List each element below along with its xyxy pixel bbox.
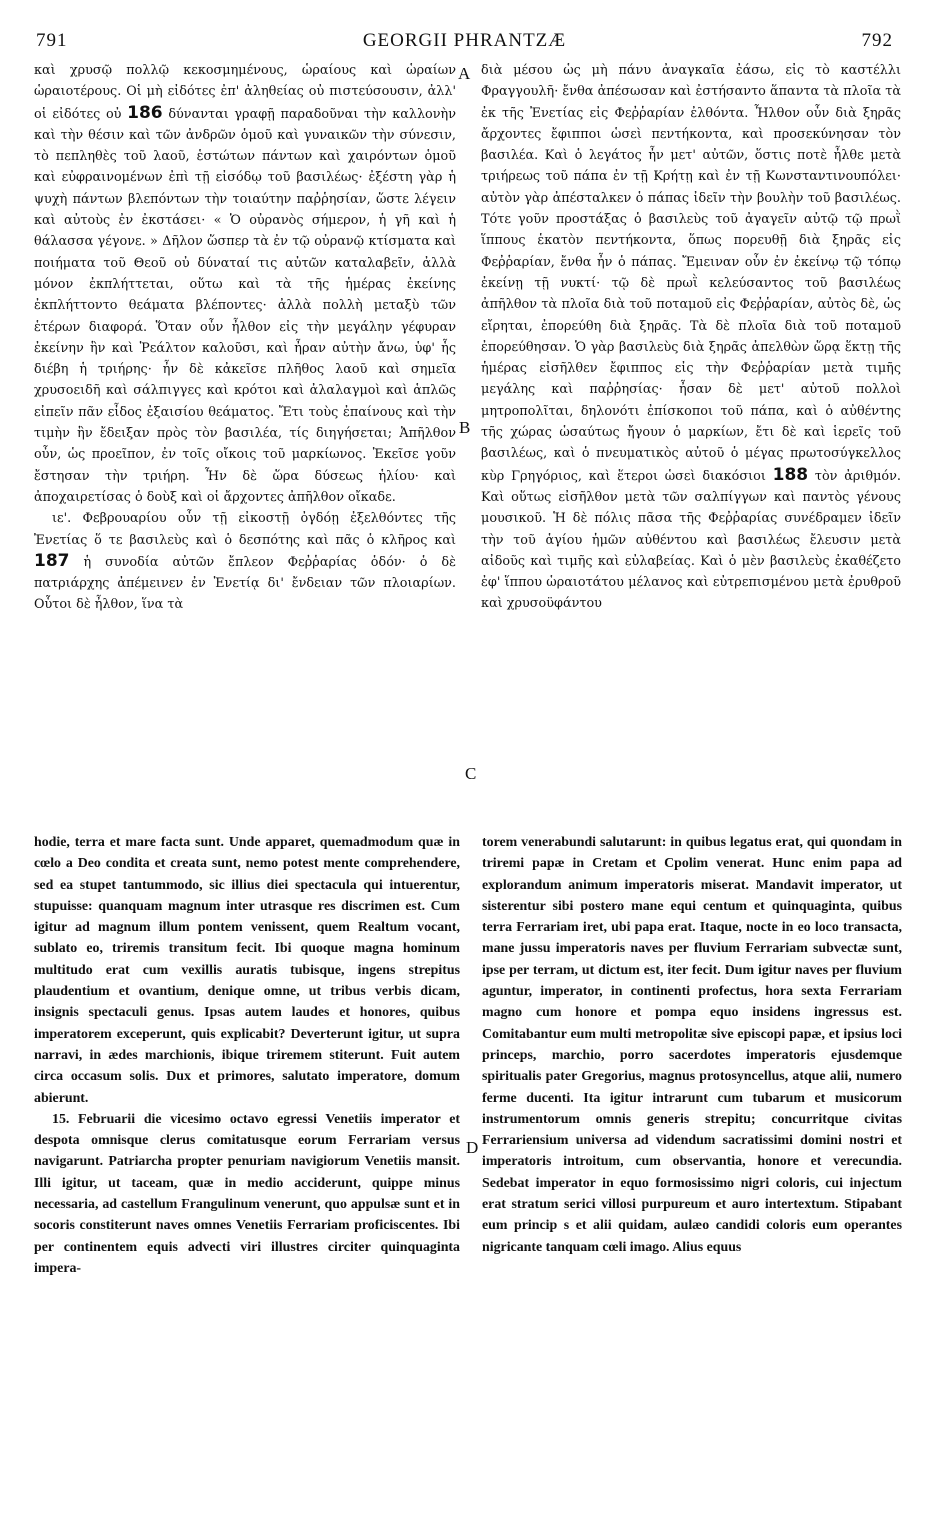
greek-paragraph <box>34 60 456 508</box>
margin-marker-a: A <box>458 64 471 83</box>
section-number: 186 <box>127 102 163 123</box>
greek-paragraph <box>481 60 901 615</box>
greek-column-right <box>481 60 901 615</box>
latin-paragraph: torem venerabundi salutarunt: in quibus legatus erat, qui quondam in triremi papæ in Cretam et Cpolim venerat. Hunc enim papa ad explorandum animum imperatoris miserat. Mandavit imperator, ut sisterentur sibi postero mane equi centum et quinquaginta, quibus terra Ferrariam iret, ubi papa erat. Itaque, nocte in eo loco transacta, mane jussu imperatoris naves per fluvium Ferrariam subvectæ sunt, ipse per terram, ut dictum est, iter fecit. Dum igitur naves per fluvium aguntur, imperator, in continenti profectus, hora sexta Ferrariam magno cum honore et pompa equo insidens ingressus est. Comitabantur eum multi metropolitæ sive episcopi papæ, et ipsius loci princeps, marchio, porro sacerdotes imperatoris ejusdemque spiritualis pater Gregorius, magnus protosyncellus, atque alii, numero ferme ducenti. Ita igitur intrarunt cum tubarum et musicorum instrumentorum omnis generis strepitu; concurritque civitas Ferrariensium universa ad videndum sacratissimi domini nostri et imperatoris introitum, cum observantia, honore et verecundia. Sedebat imperator in equo formosissimo nigri coloris, cui injectum erat stratum serici villosi purpureum et auro intertextum. Stipabant eum princip s et alii quidam, aulæo candidi coloris eum operantes nigricante tanquam cœli imago. Alius equus <box>482 835 902 1255</box>
greek-text: δύνανται γραφῇ παραδοῦναι τὴν καλλονὴν καὶ τὴν θέσιν καὶ τῶν ἀνδρῶν ὁμοῦ καὶ γυναικῶν τὴν σύνεσιν, τὸ πεπληθὲς τοῦ λαοῦ, ἑστώτων πάντων καὶ χαιρόντων ὁμοῦ καὶ εὐφραινομένων ἐπὶ τῇ εἰσόδῳ τοῦ βασιλέως· ἐξέστη γὰρ ἡ ψυχὴ πάντων βλεπόντων τὴν τοιαύτην παῤῥησίαν, ὥστε λέγειν καὶ αὐτοὺς ἐν ἐκστάσει· « Ὁ οὐρανὸς σήμερον, ἡ γῆ καὶ ἡ θάλασσα γέγονε. » Δῆλον ὥσπερ τὰ ἐν τῷ οὐρανῷ κτίσματα καὶ ποιήματα τοῦ Θεοῦ οὐ δύναταί τις αὐτῶν καταλαβεῖν, ἀλλὰ μόνον ἐκπλήττεται, οὕτω καὶ τὰ τῆς ἡμέρας ἐκείνης ἐκπλήττοντο θεάματα βλέποντες· ἀλλὰ πολλὴ μεταξὺ τῶν ἑτέρων διαφορά. Ὅταν οὖν ἦλθον εἰς τὴν μεγάλην γέφυραν ἐκείνην ἣν καὶ Ῥεάλτον καλοῦσι, καὶ ἦραν αὐτὴν ἄνω, ὑφ' ἧς διέβη ἡ τριήρης· ἦν δὲ κἀκεῖσε πλῆθος λαοῦ καὶ σημεῖα χρυσοειδῆ καὶ σάλπιγγες καὶ κρότοι καὶ ἀλαλαγμοὶ καὶ ἁπλῶς εἰπεῖν πᾶν εἶδος ἐξαισίου θεάματος. Ἔτι τοὺς ἐπαίνους καὶ τὴν τιμὴν ἣν ἔδειξαν πρὸς τὸν βασιλέα, τίς διηγήσεται; Ἀπῆλθον οὖν, ὡς προεῖπον, ἐν τοῖς οἴκοις τοῦ μαρκίωνος. Ἐκεῖσε γοῦν ἔστησαν τὴν τριήρη. Ἦν δὲ ὥρα δύσεως ἡλίου· καὶ ἀποχαιρετίσας ὁ δοὺξ καὶ οἱ ἄρχοντες ἀπῆλθον οἴκαδε. <box>34 106 456 505</box>
greek-text: τὸν ἀριθμόν. Καὶ οὕτως εἰσῆλθον μετὰ τῶν σαλπίγγων καὶ παντὸς γένους μουσικοῦ. Ἡ δὲ πόλις πᾶσα τῆς Φεῤῥαρίας συνέδραμεν ἰδεῖν τὴν τοῦ ἁγίου ἡμῶν αὐθέντου καὶ βασιλέως ἔλευσιν μετὰ αἰδοῦς καὶ τιμῆς καὶ εὐλαβείας. Καὶ ὁ μὲν βασιλεὺς ἐκαθέζετο ἐφ' ἵππου ὡραιοτάτου μέλανος καὶ εὐτρεπισμένου μετὰ ἐρυθροῦ καὶ χρυσοϋφάντου <box>481 468 901 612</box>
latin-column-left <box>34 832 460 1279</box>
greek-text: ιε'. Φεβρουαρίου οὖν τῇ εἰκοστῇ ὀγδόῃ ἐξελθόντες τῆς Ἐνετίας ὅ τε βασιλεὺς καὶ ὁ δεσπότης καὶ πᾶς ὁ κλῆρος καὶ <box>34 511 456 548</box>
latin-paragraph: 15. Februarii die vicesimo octavo egressi Venetiis imperator et despota omnisque clerus comitatusque eorum Ferrariam versus navigarunt. Patriarcha propter penuriam navigiorum Venetiis mansit. Illi igitur, ut taceam, quæ in medio acciderunt, quippe minus necessaria, ad castellum Frangulinum venerunt, quo appulsæ sunt et in socoris constiterunt naves omnes Venetiis Ferrariam proficiscentes. Ibi per continentem equis advecti viri illustres circiter quinquaginta impera- <box>34 1111 460 1276</box>
running-head: GEORGII PHRANTZÆ <box>362 30 567 51</box>
margin-marker-d: D <box>466 1138 479 1157</box>
page-header <box>36 30 893 56</box>
right-page-number: 792 <box>861 30 893 51</box>
greek-text: ἡ συνοδία αὐτῶν ἔπλεον Φεῤῥαρίας ὁδόν· ὁ δὲ πατριάρχης ἀπέμεινεν ἐν Ἐνετίᾳ δι' ἔνδειαν τῶν πλοιαρίων. Οὗτοι δὲ ἦλθον, ἵνα τὰ <box>34 554 456 613</box>
greek-paragraph <box>34 508 456 615</box>
latin-column-right <box>482 832 902 1258</box>
margin-marker-b: B <box>459 418 471 437</box>
greek-text: καὶ χρυσῷ πολλῷ κεκοσμημένους, ὡραίους καὶ ὡραίων ὡραιοτέρους. Οἱ μὴ εἰδότες ἐπ' ἀληθείας οὐ πιστεύσουσιν, ἀλλ' οἱ εἰδότες οὐ <box>34 63 456 122</box>
margin-marker-c: C <box>465 764 477 783</box>
section-number: 187 <box>34 550 70 571</box>
left-page-number: 791 <box>36 30 68 51</box>
section-number: 188 <box>772 464 809 485</box>
latin-paragraph: hodie, terra et mare facta sunt. Unde apparet, quemadmodum quæ in cœlo a Deo condita et creata sunt, nemo potest mente comprehendere, sed ea stupet tantummodo, sic illius diei spectacula qui intuerentur, stupuisse: quanquam magnum inter utrasque res discrimen est. Cum igitur ad magnum illum pontem venissent, quem Realtum vocant, sublato eo, triremis transitum fecit. Ibi quoque magna hominum multitudo erat cum vexillis auratis tubisque, ingens strepitus plaudentium et ovantium, denique omne, ut tribus verbis dicam, insignis spectaculi genus. Ipsas autem laudes et honores, quibus imperatorem exceperunt, quis explicabit? Deverterunt igitur, ut supra narravi, in ædes marchionis, ibique triremem stiterunt. Fuit autem circa occasum solis. Dux et primores, salutato imperatore, domum abierunt. <box>34 835 460 1106</box>
greek-column-left <box>34 60 456 616</box>
greek-text: διὰ μέσου ὡς μὴ πάνυ ἀναγκαῖα ἐάσω, εἰς τὸ καστέλλι Φραγγουλῆ· ἔνθα ἀπέσωσαν καὶ ἐστήσαντο ἅπαντα τὰ πλοῖα τὰ ἐκ τῆς Ἐνετίας εἰς Φεῤῥαρίαν ἐλθόντα. Ἦλθον οὖν διὰ ξηρᾶς ἄρχοντες ἔφιπποι ὡσεὶ πεντήκοντα, καὶ προσεκύνησαν τὸν βασιλέα. Καὶ ὁ λεγάτος ἦν μετ' αὐτῶν, ὅστις ποτὲ ἦλθε μετὰ τριήρεως τοῦ πάπα ἐν τῇ Κρήτῃ καὶ ἐν τῇ Κωνσταντινουπόλει· αὐτὸν γὰρ ἀπέσταλκεν ὁ πάπας ἰδεῖν τὴν βουλὴν τοῦ βασιλέως. Τότε γοῦν προστάξας ὁ βασιλεὺς τοῦ ἀγαγεῖν αὐτῷ τῷ πρωῒ ἵππους ἑκατὸν πεντήκοντα, ὅπως πορευθῇ διὰ ξηρᾶς εἰς Φεῤῥαρίαν, ἔνθα ἦν ὁ πάπας. Ἔμειναν οὖν ἐν ἐκείνῳ τῷ τόπῳ ἐκείνῃ τῇ νυκτί· τῷ δὲ πρωῒ κελεύσαντος τοῦ βασιλέως ἀπῆλθον τὰ πλοῖα διὰ τοῦ ποταμοῦ εἰς Φεῤῥαρίαν, αὐτὸς δὲ, ὡς εἴρηται, ἐπορεύθη διὰ ξηρᾶς. Τὰ δὲ πλοῖα διὰ τοῦ ποταμοῦ ἐπορεύθησαν. Ὁ γὰρ βασιλεὺς διὰ ξηρᾶς ἀπελθὼν ὥρᾳ ἕκτῃ τῆς ἡμέρας εἰσῆλθεν ἔφιππος εἰς τὴν Φεῤῥαρίαν μετὰ τιμῆς μεγάλης καὶ παῤῥησίας· ἦσαν δὲ μετ' αὐτοῦ πολλοὶ μητροπολῖται, δηλονότι ἐπίσκοποι τοῦ πάπα, καὶ ὁ αὐθέντης τῆς χώρας ὡσαύτως ἤγουν ὁ μαρκίων, ἔτι δὲ καὶ ἱερεῖς τοῦ βασιλέως, καὶ ὁ πνευματικὸς αὐτοῦ ὁ μέγας πρωτοσύγκελλος κὺρ Γρηγόριος, καὶ ἕτεροι ὡσεὶ διακόσιοι <box>481 63 901 484</box>
